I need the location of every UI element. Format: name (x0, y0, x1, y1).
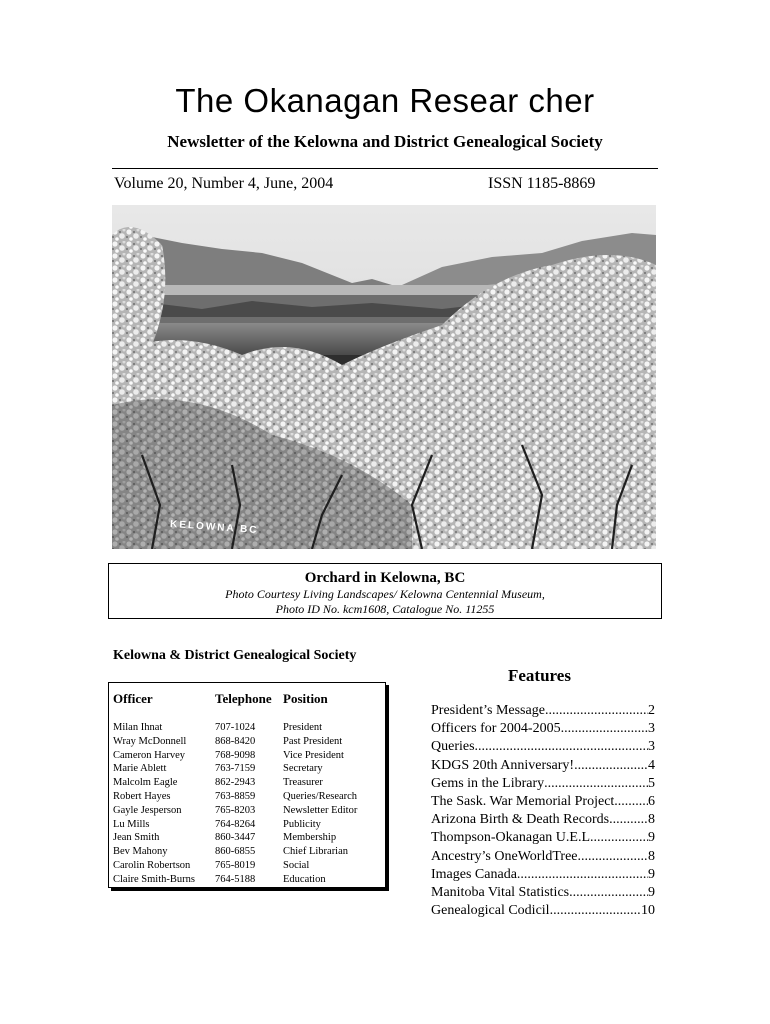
officers-table-box (108, 682, 386, 888)
feature-leader-dots (517, 866, 648, 884)
feature-leader-dots (578, 848, 649, 866)
officer-position: President (283, 722, 323, 733)
feature-item[interactable] (431, 702, 655, 720)
officer-position: Education (283, 873, 326, 885)
officer-row (113, 859, 383, 873)
column-header-officer: Officer (113, 691, 153, 706)
feature-leader-dots (550, 902, 641, 920)
officer-position: Membership (283, 832, 337, 844)
officer-telephone: 860-6855 (215, 846, 256, 858)
feature-page-number: 3 (648, 739, 655, 755)
officer-position: Vice President (283, 749, 344, 761)
feature-page-number: 2 (648, 703, 655, 718)
officer-telephone: 763-8859 (215, 790, 256, 802)
feature-label: Thompson-Okanagan U.E.L (431, 830, 591, 846)
officer-telephone: 768-9098 (215, 749, 256, 761)
feature-page-number: 9 (648, 866, 655, 882)
officer-position: Past President (283, 735, 343, 747)
officer-row (113, 873, 383, 887)
feature-item[interactable] (431, 757, 655, 775)
feature-label: President’s Message (431, 703, 545, 718)
feature-label: Genealogical Codicil (431, 903, 550, 919)
feature-leader-dots (614, 793, 648, 811)
officer-row (113, 776, 383, 790)
officer-row (113, 735, 383, 749)
feature-item[interactable] (431, 775, 655, 793)
feature-item[interactable] (431, 902, 655, 920)
officer-name: Lu Mills (113, 818, 150, 830)
officer-name: Bev Mahony (113, 846, 168, 858)
feature-label: Manitoba Vital Statistics (431, 884, 570, 900)
feature-label: Images Canada (431, 866, 517, 882)
feature-leader-dots (569, 884, 648, 902)
newsletter-title: The Okanagan Resear cher (175, 82, 595, 119)
feature-leader-dots (544, 775, 648, 793)
header-divider (112, 168, 658, 169)
caption-credit-line-2: Photo ID No. kcm1608, Catalogue No. 11255 (275, 602, 495, 616)
feature-label: Officers for 2004-2005 (431, 721, 561, 737)
officer-telephone: 862-2943 (215, 777, 256, 789)
officer-name: Claire Smith-Burns (113, 873, 195, 885)
features-list (431, 702, 655, 920)
orchard-photo (112, 205, 656, 549)
officer-name: Carolin Robertson (113, 859, 191, 871)
officer-name: Milan Ihnat (113, 722, 163, 733)
officer-name: Malcolm Eagle (113, 777, 178, 789)
caption-title: Orchard in Kelowna, BC (304, 570, 466, 586)
officer-row (113, 818, 383, 832)
feature-label: Arizona Birth & Death Records (431, 812, 610, 828)
officer-name: Cameron Harvey (113, 749, 186, 761)
feature-leader-dots (590, 829, 648, 847)
officer-name: Gayle Jesperson (113, 804, 182, 816)
feature-label: KDGS 20th Anniversary! (431, 757, 575, 773)
feature-leader-dots (609, 811, 648, 829)
officer-position: Treasurer (283, 777, 323, 789)
feature-label: Queries (431, 739, 475, 755)
feature-item[interactable] (431, 829, 655, 847)
feature-page-number: 8 (648, 848, 655, 864)
feature-page-number: 3 (648, 721, 655, 737)
feature-leader-dots (545, 702, 648, 720)
officer-row (113, 831, 383, 845)
officer-position: Newsletter Editor (283, 804, 358, 816)
officer-position: Secretary (283, 763, 323, 775)
officers-table-header (113, 691, 383, 721)
feature-page-number: 10 (641, 903, 655, 919)
feature-item[interactable] (431, 720, 655, 738)
feature-page-number: 9 (648, 884, 655, 900)
feature-label: Ancestry’s OneWorldTree (431, 848, 578, 864)
feature-label: The Sask. War Memorial Project (431, 793, 615, 809)
officer-name: Robert Hayes (113, 790, 171, 802)
newsletter-subtitle: Newsletter of the Kelowna and District Genealogical Society (167, 132, 603, 151)
feature-leader-dots (574, 757, 648, 775)
officer-name: Wray McDonnell (113, 735, 187, 747)
officer-telephone: 860-3447 (215, 832, 256, 844)
officer-row (113, 804, 383, 818)
officer-telephone: 707-1024 (215, 722, 256, 733)
features-heading: Features (508, 666, 571, 685)
feature-item[interactable] (431, 884, 655, 902)
column-header-telephone: Telephone (215, 691, 272, 706)
officer-row (113, 749, 383, 763)
feature-page-number: 8 (648, 812, 655, 828)
feature-page-number: 6 (648, 793, 655, 809)
officer-row (113, 845, 383, 859)
column-header-position: Position (283, 691, 328, 706)
officer-row (113, 721, 383, 735)
photo-caption (108, 563, 662, 619)
officer-telephone: 868-8420 (215, 735, 256, 747)
caption-credit-line-1: Photo Courtesy Living Landscapes/ Kelowna Centennial Museum, (225, 587, 545, 601)
feature-item[interactable] (431, 738, 655, 756)
feature-page-number: 9 (648, 830, 655, 846)
issn-number: ISSN 1185-8869 (488, 175, 596, 192)
feature-label: Gems in the Library (431, 775, 545, 791)
feature-page-number: 4 (648, 757, 655, 773)
feature-item[interactable] (431, 811, 655, 829)
volume-info: Volume 20, Number 4, June, 2004 (114, 175, 334, 192)
officer-telephone: 765-8019 (215, 859, 256, 871)
feature-leader-dots (561, 720, 648, 738)
officer-position: Social (283, 859, 310, 871)
officer-telephone: 765-8203 (215, 804, 256, 816)
officer-telephone: 764-8264 (215, 818, 256, 830)
feature-item[interactable] (431, 866, 655, 884)
feature-item[interactable] (431, 793, 655, 811)
feature-item[interactable] (431, 848, 655, 866)
society-heading: Kelowna & District Genealogical Society (113, 648, 357, 663)
feature-page-number: 5 (648, 775, 655, 791)
officer-row (113, 790, 383, 804)
feature-leader-dots (475, 738, 648, 756)
officer-telephone: 763-7159 (215, 763, 256, 775)
officer-name: Jean Smith (113, 832, 160, 844)
photo-overlay-text: KELOWNA BC (169, 518, 259, 537)
officer-telephone: 764-5188 (215, 873, 256, 885)
officer-position: Queries/Research (283, 790, 358, 802)
officer-position: Publicity (283, 818, 321, 830)
officers-table (113, 691, 383, 887)
officer-row (113, 762, 383, 776)
officer-name: Marie Ablett (113, 763, 167, 775)
officer-position: Chief Librarian (283, 846, 349, 858)
